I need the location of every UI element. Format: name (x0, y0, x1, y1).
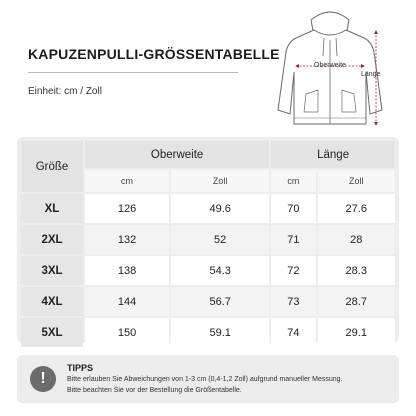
chest-cm-cell: 150 (85, 318, 169, 347)
page-title: KAPUZENPULLI-GRÖSSENTABELLE (28, 46, 280, 62)
table-row (21, 318, 395, 347)
chest-inch-header: Zoll (171, 170, 269, 192)
chest-cm-cell: 138 (85, 256, 169, 285)
length-inch-cell: 29.1 (318, 318, 395, 347)
chest-cm-cell: 144 (85, 287, 169, 316)
tips-title: TIPPS (67, 363, 94, 373)
tips-text-line-2: Bitte beachten Sie vor der Bestellung die Größentabelle. (67, 387, 242, 394)
size-column-header: Größe (21, 141, 83, 192)
chest-cm-header: cm (85, 170, 169, 192)
chest-inch-cell: 49.6 (171, 194, 269, 223)
length-label: Länge (361, 71, 381, 78)
length-cm-cell: 74 (271, 318, 315, 347)
length-inch-cell: 28.3 (318, 256, 395, 285)
hoodie-illustration (266, 6, 396, 134)
size-table (19, 139, 397, 349)
chest-inch-cell: 56.7 (171, 287, 269, 316)
length-cm-cell: 73 (271, 287, 315, 316)
chest-group-header: Oberweite (85, 141, 269, 168)
length-cm-cell: 70 (271, 194, 315, 223)
table-row (21, 225, 395, 254)
size-cell: 4XL (21, 287, 83, 316)
hoodie-icon (266, 6, 396, 134)
length-inch-cell: 28.7 (318, 287, 395, 316)
size-cell: 3XL (21, 256, 83, 285)
chest-inch-cell: 54.3 (171, 256, 269, 285)
table-row (21, 256, 395, 285)
size-cell: 2XL (21, 225, 83, 254)
chest-cm-cell: 126 (85, 194, 169, 223)
tips-text-line-1: Bitte erlauben Sie Abweichungen von 1-3 cm (0,4-1,2 Zoll) aufgrund manueller Messung. (67, 376, 343, 383)
unit-label: Einheit: cm / Zoll (28, 86, 102, 97)
table-row (21, 287, 395, 316)
chest-cm-cell: 132 (85, 225, 169, 254)
chest-inch-cell: 59.1 (171, 318, 269, 347)
size-cell: XL (21, 194, 83, 223)
length-cm-header: cm (271, 170, 315, 192)
length-cm-cell: 71 (271, 225, 315, 254)
length-group-header: Länge (271, 141, 395, 168)
size-table-panel (17, 137, 399, 343)
length-inch-cell: 28 (318, 225, 395, 254)
chest-label: Oberweite (314, 62, 346, 69)
length-cm-cell: 72 (271, 256, 315, 285)
length-inch-cell: 27.6 (318, 194, 395, 223)
size-cell: 5XL (21, 318, 83, 347)
table-row (21, 194, 395, 223)
length-inch-header: Zoll (318, 170, 395, 192)
title-divider (28, 72, 238, 73)
chest-inch-cell: 52 (171, 225, 269, 254)
exclamation-icon: ! (30, 366, 56, 392)
tips-panel (17, 355, 399, 403)
